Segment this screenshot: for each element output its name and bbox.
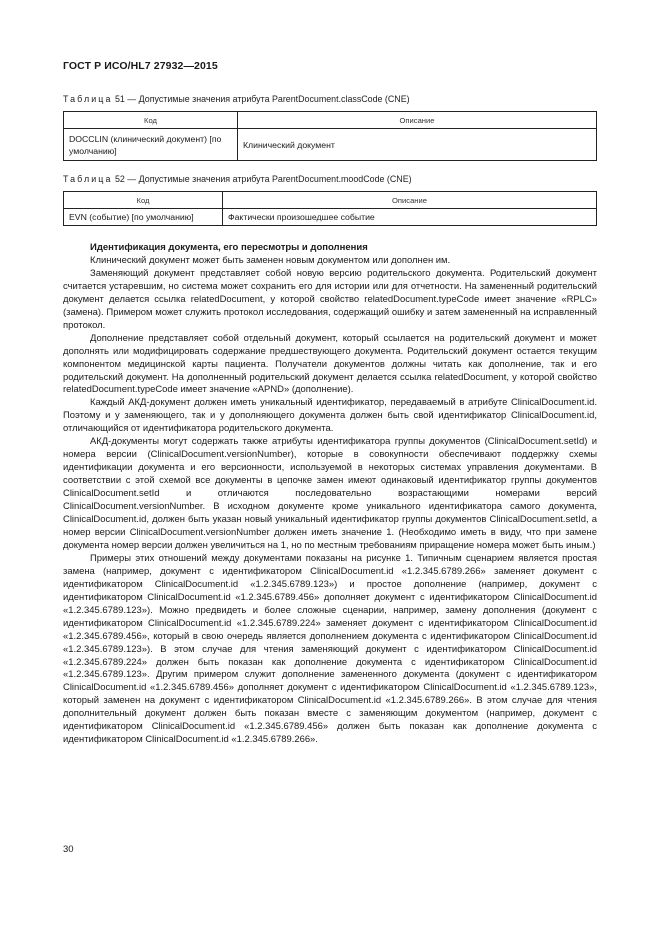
page-number: 30 bbox=[63, 844, 74, 855]
paragraph-3: Дополнение представляет собой отдельный документ, который ссылается на родительский документ и может дополнять или модифицировать содержание предшествующего документа. Родительский документ остается текущим компонентом медицинской карты пациента. Получатели документов должны читать как дополнение, так и его родительский документ. На дополненный родительский документ делается ссылка relatedDocument, у которой свойство relatedDocument.typeCode имеет значение «APND» (дополнение). bbox=[63, 332, 597, 396]
table-51-caption bbox=[63, 94, 410, 104]
table-51-col-code: Код bbox=[64, 112, 238, 129]
table-row bbox=[64, 129, 597, 161]
section-body bbox=[63, 242, 597, 747]
table-52-caption-text: 52 — Допустимые значения атрибута ParentDocument.moodCode (CNE) bbox=[114, 174, 412, 184]
table-52-desc-cell: Фактически произошедшее событие bbox=[223, 209, 597, 226]
section-heading: Идентификация документа, его пересмотры и дополнения bbox=[90, 242, 368, 253]
table-row bbox=[64, 209, 597, 226]
table-52-header-row bbox=[64, 192, 597, 209]
table-52 bbox=[63, 191, 597, 226]
table-51-caption-label: Таблица bbox=[63, 94, 113, 104]
paragraph-6: Примеры этих отношений между документами показаны на рисунке 1. Типичным сценарием является простая замена (например, документ с идентификатором ClinicalDocument.id «1.2.345.6789.266» заменяет документ с идентификатором ClinicalDocument.id «1.2.345.6789.123») и простое дополнение (например, документ с идентификатором ClinicalDocument.id «1.2.345.6789.456» дополняет документ с идентификатором ClinicalDocument.id «1.2.345.6789.123»). Можно предвидеть и более сложные сценарии, например, замену дополнения (документ с идентификатором ClinicalDocument.id «1.2.345.6789.224» заменяет документ с идентификатором ClinicalDocument.id «1.2.345.6789.456», который в свою очередь является дополнением документа с идентификатором ClinicalDocument.id «1.2.345.6789.123»). В этом случае для чтения заменяющий документ с идентификатором ClinicalDocument.id «1.2.345.6789.224» должен быть показан как дополнение документа с идентификатором ClinicalDocument.id «1.2.345.6789.123». Другим примером служит дополнение замененного документа (документ с идентификатором ClinicalDocument.id «1.2.345.6789.456» дополняет документ с идентификатором ClinicalDocument.id «1.2.345.6789.123», который заменен на документ с идентификатором ClinicalDocument.id «1.2.345.6789.266». В этом случае для чтения дополнительный документ должен быть показан вместе с заменяющим документом (например, документ с идентификатором ClinicalDocument.id «1.2.345.6789.456» должен быть показан как дополнение документа с идентификатором ClinicalDocument.id «1.2.345.6789.266». bbox=[63, 552, 597, 746]
paragraph-1: Клинический документ может быть заменен новым документом или дополнен им. bbox=[90, 254, 451, 266]
table-52-col-code: Код bbox=[64, 192, 223, 209]
table-51-caption-text: 51 — Допустимые значения атрибута ParentDocument.classCode (CNE) bbox=[114, 94, 410, 104]
table-51-col-desc: Описание bbox=[238, 112, 597, 129]
paragraph-5: АКД-документы могут содержать также атрибуты идентификатора группы документов (ClinicalDocument.setId) и номера версии (ClinicalDocument.versionNumber), которые в совокупности обеспечивают поддержку схемы идентификации документа и его версионности, используемой в некоторых системах управления документами. В соответствии с этой схемой все документы в цепочке замен имеют одинаковый идентификатор группы документов ClinicalDocument.setId и отличаются последовательно возрастающими номерами версий ClinicalDocument.versionNumber. В исходном документе кроме уникального идентификатора самого документа, ClinicalDocument.id, должен быть указан новый уникальный идентификатор группы документов ClinicalDocument.setId, а номер версии ClinicalDocument.versionNumber должен иметь значение 1. (Необходимо иметь в виду, что при замене документа номер версии должен увеличиться на 1, но по местным требованиям приращение номера может быть иным.) bbox=[63, 436, 597, 551]
table-51-header-row bbox=[64, 112, 597, 129]
table-51-desc-cell: Клинический документ bbox=[238, 129, 597, 161]
table-52-caption bbox=[63, 174, 412, 184]
table-52-col-desc: Описание bbox=[223, 192, 597, 209]
document-header: ГОСТ Р ИСО/HL7 27932—2015 bbox=[63, 60, 218, 72]
paragraph-2: Заменяющий документ представляет собой новую версию родительского документа. Родительский документ считается устаревшим, но система может сохранить его для истории или для отчетности. На замененный родительский документ делается ссылка relatedDocument, у которой свойство relatedDocument.typeCode имеет значение «RPLC» (замена). Примером может служить протокол исследования, содержащий ошибку и затем замененный на исправленный протокол. bbox=[63, 267, 597, 331]
table-51 bbox=[63, 111, 597, 161]
table-52-code-cell: EVN (событие) [по умолчанию] bbox=[64, 209, 223, 226]
table-51-code-cell: DOCCLIN (клинический документ) [по умолчанию] bbox=[64, 129, 238, 161]
paragraph-4: Каждый АКД-документ должен иметь уникальный идентификатор, передаваемый в атрибуте ClinicalDocument.id. Поэтому и у заменяющего, так и у дополняющего документа должен быть свой идентификатор ClinicalDocument.id, отличающийся от идентификатора родительского документа. bbox=[63, 397, 597, 435]
table-52-caption-label: Таблица bbox=[63, 174, 113, 184]
